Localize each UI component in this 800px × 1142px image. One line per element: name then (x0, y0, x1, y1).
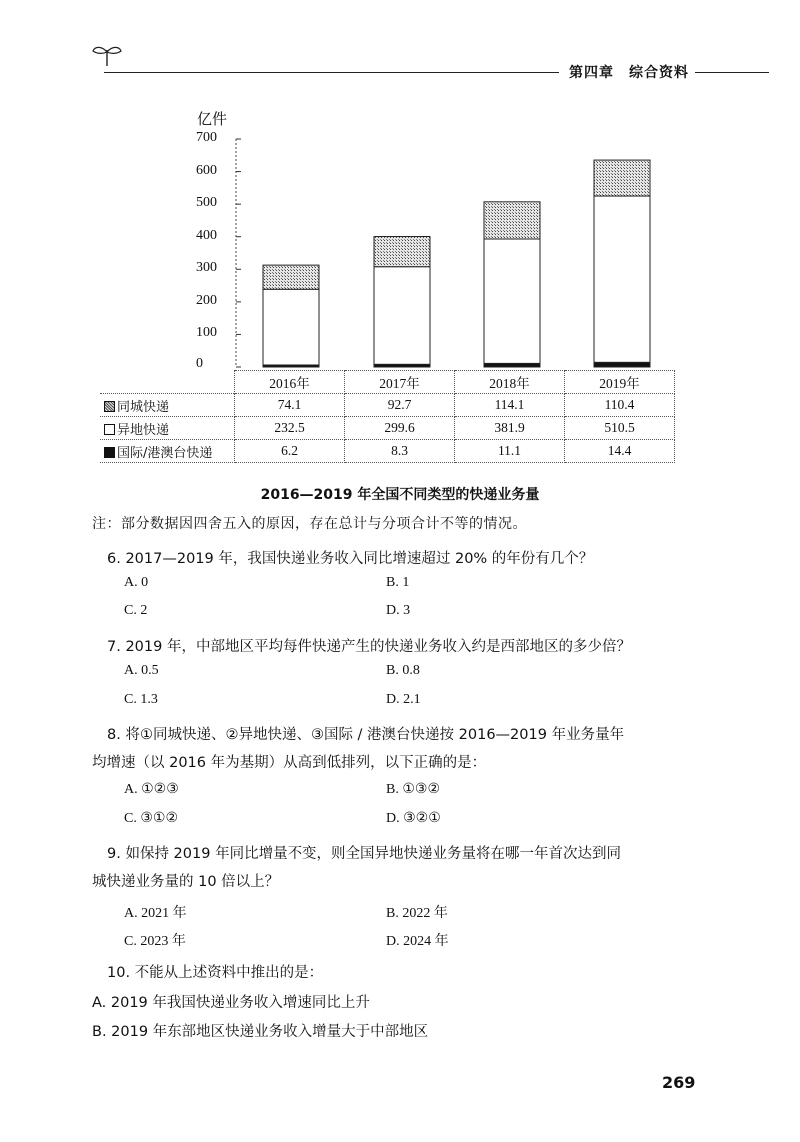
bar-segment-intercity (594, 196, 650, 362)
legend-label: 异地快递 (117, 422, 170, 438)
year-label: 2019年 (565, 371, 675, 394)
y-tick-label: 0 (196, 356, 203, 371)
bar-segment-intercity (263, 289, 319, 365)
bar-segment-city (594, 160, 650, 196)
data-label: 232.5 (235, 417, 345, 440)
bar-segment-intercity (374, 267, 430, 365)
data-label: 14.4 (565, 440, 675, 463)
year-label: 2018年 (455, 371, 565, 394)
question-10-option: A. 2019 年我国快递业务收入增速同比上升 (92, 995, 370, 1011)
y-tick-label: 100 (196, 325, 217, 341)
y-tick-label: 300 (196, 260, 217, 276)
table-row-intercity (100, 417, 675, 440)
data-label: 110.4 (565, 394, 675, 417)
chart-data-table (100, 370, 675, 463)
question-8-option: A. ①②③ (124, 782, 179, 797)
question-9-option: D. 2024 年 (386, 934, 449, 949)
data-label: 11.1 (455, 440, 565, 463)
page-number: 269 (662, 1073, 696, 1092)
y-tick-label: 600 (196, 162, 217, 178)
y-tick-label: 700 (196, 130, 217, 145)
year-label: 2016年 (235, 371, 345, 394)
question-6-option: A. 0 (124, 575, 149, 590)
question-7-option: A. 0.5 (124, 663, 159, 678)
data-label: 74.1 (235, 394, 345, 417)
question-6-option: B. 1 (386, 575, 410, 590)
legend-label: 国际/港澳台快递 (117, 445, 213, 461)
question-6-stem: 6. 2017—2019 年，我国快递业务收入同比增速超过 20% 的年份有几个？ (107, 551, 594, 567)
table-row-city (100, 394, 675, 417)
legend-city (100, 394, 235, 417)
bar-segment-international (484, 363, 540, 367)
data-label: 114.1 (455, 394, 565, 417)
data-label: 6.2 (235, 440, 345, 463)
table-corner (100, 371, 235, 394)
question-7-option: C. 1.3 (124, 692, 158, 707)
legend-international (100, 440, 235, 463)
data-label: 92.7 (345, 394, 455, 417)
chart-title: 2016—2019 年全国不同类型的快递业务量 (260, 487, 540, 503)
bar-segment-intercity (484, 239, 540, 363)
chapter-title: 第四章 综合资料 (569, 65, 689, 81)
question-9-option: C. 2023 年 (124, 934, 186, 949)
y-tick-label: 400 (196, 227, 217, 243)
table-row-international (100, 440, 675, 463)
question-7-option: D. 2.1 (386, 692, 421, 707)
stacked-bar-chart (0, 0, 800, 380)
question-9-stem: 城快递业务量的 10 倍以上？ (92, 874, 280, 890)
data-label: 381.9 (455, 417, 565, 440)
question-7-option: B. 0.8 (386, 663, 420, 678)
question-8-option: D. ③②① (386, 811, 441, 826)
y-tick-label: 200 (196, 292, 217, 308)
question-6-option: D. 3 (386, 603, 411, 618)
question-8-option: B. ①③② (386, 782, 440, 797)
legend-label: 同城快递 (117, 399, 170, 415)
y-axis-unit: 亿件 (197, 110, 228, 128)
bar-segment-international (594, 362, 650, 367)
bar-segment-city (484, 202, 540, 239)
question-7-stem: 7. 2019 年，中部地区平均每件快递产生的快递业务收入约是西部地区的多少倍？ (107, 639, 631, 655)
question-9-stem: 9. 如保持 2019 年同比增量不变，则全国异地快递业务量将在哪一年首次达到同 (107, 846, 622, 862)
bar-segment-city (374, 237, 430, 267)
filled-square-icon (104, 447, 115, 458)
question-10-option: B. 2019 年东部地区快递业务收入增量大于中部地区 (92, 1024, 429, 1040)
table-header-row (100, 371, 675, 394)
data-label: 510.5 (565, 417, 675, 440)
bar-segment-city (263, 265, 319, 289)
data-label: 8.3 (345, 440, 455, 463)
question-8-stem: 均增速（以 2016 年为基期）从高到低排列，以下正确的是： (92, 755, 487, 771)
question-8-option: C. ③①② (124, 811, 178, 826)
question-6-option: C. 2 (124, 603, 148, 618)
data-label: 299.6 (345, 417, 455, 440)
question-9-option: B. 2022 年 (386, 906, 448, 921)
empty-square-icon (104, 424, 115, 435)
question-9-option: A. 2021 年 (124, 906, 187, 921)
chart-note: 注：部分数据因四舍五入的原因，存在总计与分项合计不等的情况。 (92, 516, 527, 532)
y-tick-label: 500 (196, 195, 217, 211)
legend-intercity (100, 417, 235, 440)
hatched-square-icon (104, 401, 115, 412)
question-8-stem: 8. 将①同城快递、②异地快递、③国际 / 港澳台快递按 2016—2019 年业务量年 (107, 727, 625, 743)
question-10-stem: 10. 不能从上述资料中推出的是： (107, 965, 324, 981)
year-label: 2017年 (345, 371, 455, 394)
